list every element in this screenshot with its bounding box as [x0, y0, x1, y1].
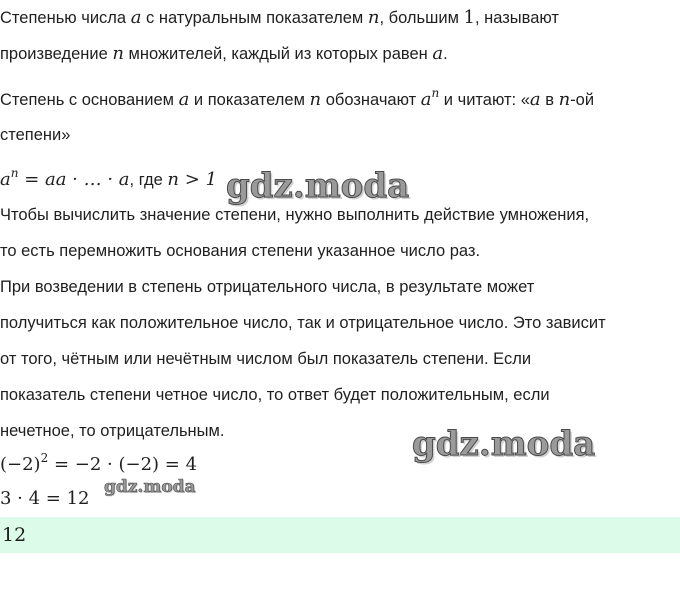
- math-var-a: a: [432, 43, 444, 64]
- calc-line-2: 3 · 4 = 12: [0, 488, 90, 509]
- watermark-logo: gdz.moda: [104, 477, 196, 497]
- math-var-a: a: [529, 89, 541, 110]
- math-var-n: n: [309, 89, 322, 110]
- math-var-a: a: [130, 7, 142, 28]
- text-segment: обозначают: [321, 91, 421, 109]
- math-power-base: (−2): [0, 454, 41, 475]
- math-var-a: a: [178, 89, 190, 110]
- math-power-exponent: n: [431, 86, 440, 100]
- text-line-7: При возведении в степень отрицательного числа, в результате может: [0, 278, 535, 296]
- math-condition: n > 1: [167, 169, 217, 190]
- text-segment: с натуральным показателем: [141, 9, 368, 27]
- answer-box: [0, 517, 680, 553]
- text-line-9: от того, чётным или нечётным числом был показатель степени. Если: [0, 350, 532, 368]
- formula-line: [0, 166, 217, 190]
- math-power-base: a: [0, 169, 11, 190]
- math-power-exponent: n: [10, 166, 19, 180]
- math-number: 1: [463, 7, 475, 28]
- text-line-11: нечетное, то отрицательным.: [0, 422, 225, 440]
- text-line-8: получиться как положительное число, так и отрицательное число. Это зависит: [0, 314, 606, 332]
- text-line-4: [0, 125, 70, 145]
- text-line-5: Чтобы вычислить значение степени, нужно выполнить действие умножения,: [0, 206, 590, 224]
- text-segment: множителей, каждый из которых равен: [123, 45, 433, 63]
- text-line-6: то есть перемножить основания степени указанное число раз.: [0, 242, 481, 260]
- text-segment: , где: [129, 171, 168, 189]
- text-segment: .: [443, 45, 448, 63]
- math-power-exponent: 2: [40, 451, 49, 465]
- text-line-10: показатель степени четное число, то ответ будет положительным, если: [0, 386, 550, 404]
- math-var-n: n: [558, 89, 571, 110]
- text-line-3: [0, 86, 595, 110]
- text-segment: произведение: [0, 45, 113, 63]
- watermark-logo: gdz.moda: [412, 424, 596, 464]
- math-var-n: n: [112, 43, 124, 64]
- text-line-2: [0, 44, 448, 64]
- text-segment: -ой: [570, 91, 595, 109]
- text-segment: , большим: [379, 9, 464, 27]
- text-segment: Степенью числа: [0, 9, 131, 27]
- math-expression: = −2 · (−2) = 4: [48, 454, 198, 475]
- text-line-1: [0, 8, 559, 28]
- math-equals: =: [18, 169, 45, 190]
- answer-value: 12: [2, 524, 27, 546]
- text-segment: и читают: «: [439, 91, 530, 109]
- math-product: aa · … · a: [45, 169, 130, 190]
- calc-line-1: [0, 451, 198, 476]
- text-segment: степени»: [0, 126, 71, 144]
- watermark-logo: gdz.moda: [226, 166, 410, 206]
- math-var-n: n: [367, 7, 380, 28]
- text-segment: и показателем: [189, 91, 310, 109]
- math-power-base: a: [420, 89, 432, 110]
- text-segment: , называют: [474, 9, 559, 27]
- text-segment: в: [540, 91, 559, 109]
- text-segment: Степень с основанием: [0, 91, 179, 109]
